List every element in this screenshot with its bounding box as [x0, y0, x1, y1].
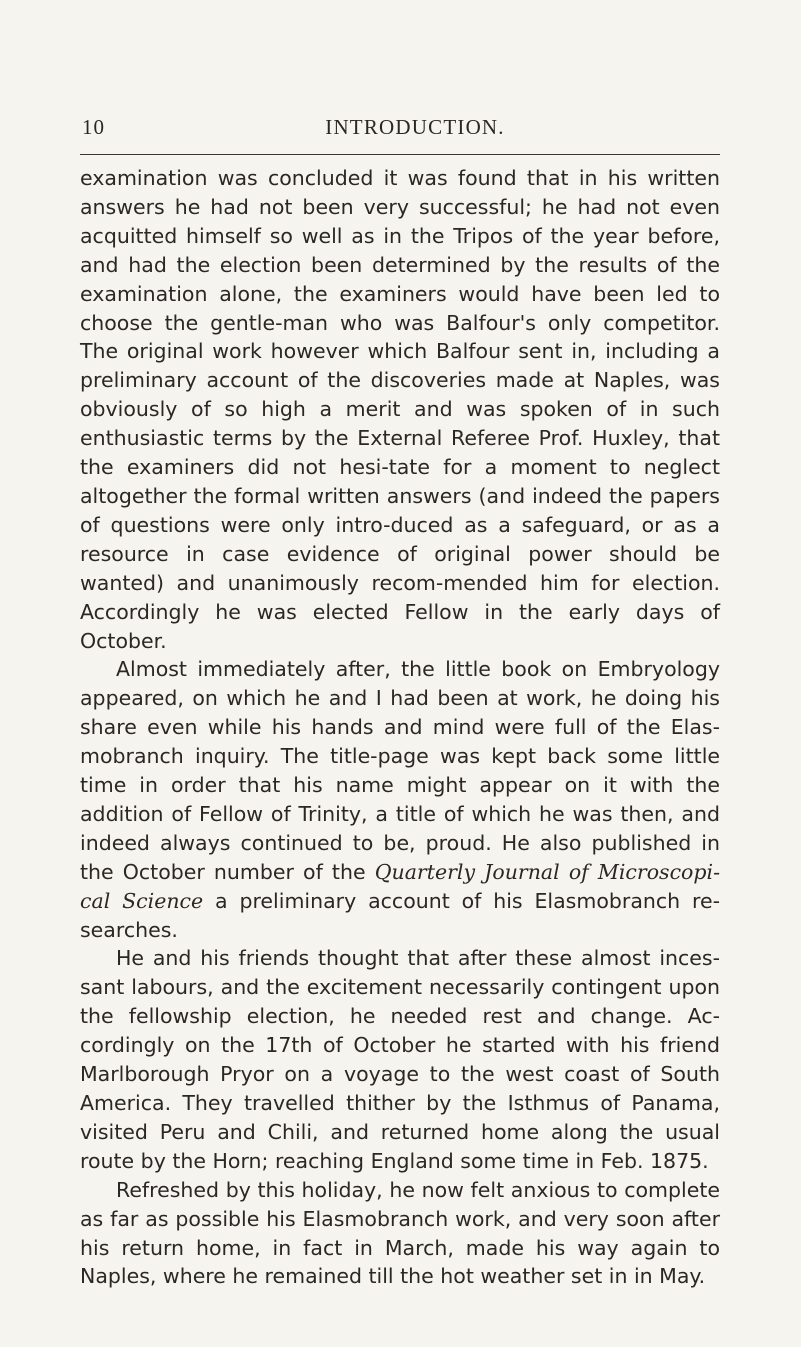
journal-title: Quarterly Journal of Microscopi-cal Science — [80, 859, 720, 913]
running-title: INTRODUCTION. — [325, 115, 505, 139]
paragraph-2-text-end: a preliminary account of his Elasmobranch re-searches. — [80, 888, 720, 942]
body-text — [80, 164, 720, 1291]
header-rule — [80, 154, 720, 155]
paragraph-4: Refreshed by this holiday, he now felt anxious to complete as far as possible his Elasmobranch work, and very soon after his return home, in fact in March, made his way again to Naples, where he remained till the hot weather set in in May. — [80, 1177, 720, 1289]
paragraph-2-text: Almost immediately after, the little book on Embryology appeared, on which he and I had been at work, he doing his share even while his hands and mind were full of the Elas-mobranch inquiry. The title-page was kept back some little time in order that his name might appear on it with the addition of Fellow of Trinity, a title of which he was then, and indeed always continued to be, proud. He also published in the October number of the — [80, 657, 720, 884]
page-number: 10 — [82, 115, 105, 139]
paragraph-1: examination was concluded it was found that in his written answers he had not been very successful; he had not even acquitted himself so well as in the Tripos of the year before, and had the election been determined by the results of the examination alone, the examiners would have been led to choose the gentle-man who was Balfour's only competitor. The original work however which Balfour sent in, including a preliminary account of the discoveries made at Naples, was obviously of so high a merit and was spoken of in such enthusiastic terms by the External Referee Prof. Huxley, that the examiners did not hesi-tate for a moment to neglect altogether the formal written answers (and indeed the papers of questions were only intro-duced as a safeguard, or as a resource in case evidence of original power should be wanted) and unanimously recom-mended him for election. Accordingly he was elected Fellow in the early days of October. — [80, 166, 720, 653]
paragraph-2 — [80, 655, 720, 944]
page-header — [80, 107, 720, 147]
paragraph-3: He and his friends thought that after these almost inces-sant labours, and the excitement necessarily contingent upon the fellowship election, he needed rest and change. Ac-cordingly on the 17th of October he started with his friend Marlborough Pryor on a voyage to the west coast of South America. They travelled thither by the Isthmus of Panama, visited Peru and Chili, and returned home along the usual route by the Horn; reaching England some time in Feb. 1875. — [80, 946, 720, 1173]
